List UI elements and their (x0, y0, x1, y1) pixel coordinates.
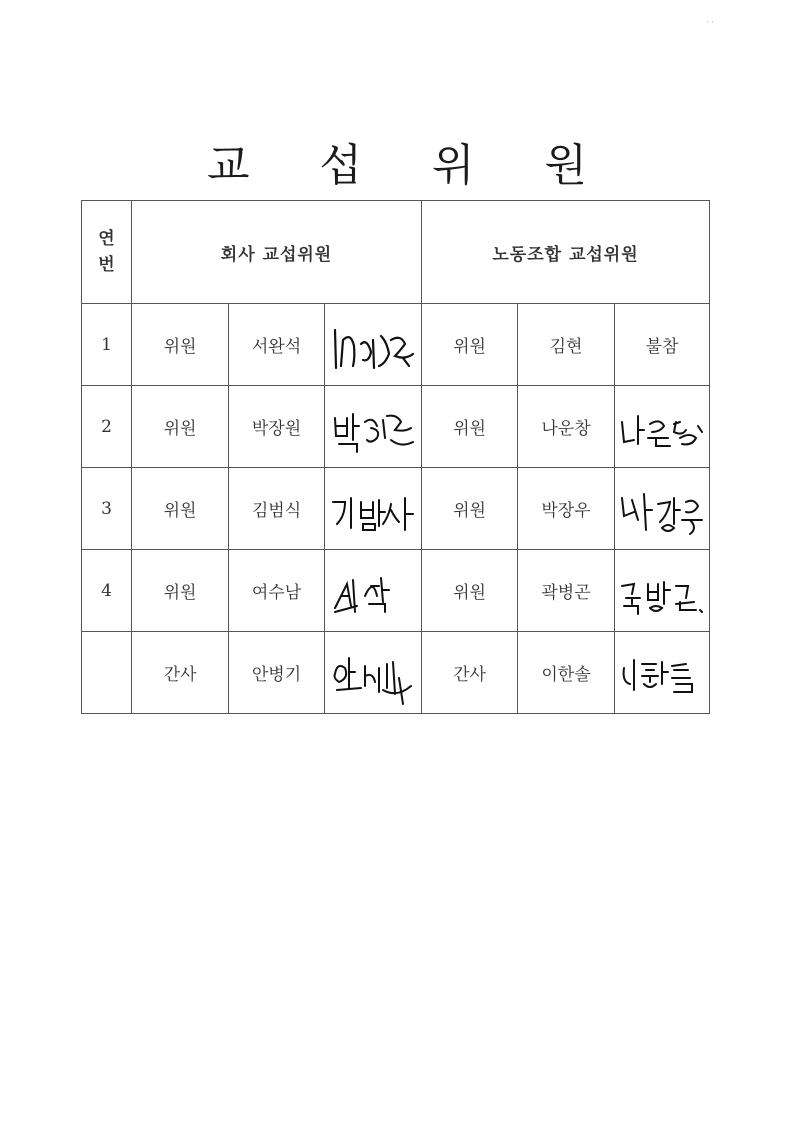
union-name: 곽병곤 (518, 550, 615, 632)
company-name: 서완석 (229, 304, 325, 386)
company-name: 박장원 (229, 386, 325, 468)
company-role: 위원 (132, 304, 229, 386)
company-name: 김범식 (229, 468, 325, 550)
union-name: 나운창 (518, 386, 615, 468)
company-role: 위원 (132, 550, 229, 632)
handwritten-signature (616, 556, 708, 626)
handwritten-signature (616, 474, 708, 544)
union-signature-text: 불참 (615, 304, 710, 386)
number-header-line-1: 연 (98, 229, 115, 249)
handwritten-signature (327, 310, 419, 380)
row-number: 3 (82, 468, 132, 550)
row-number: 2 (82, 386, 132, 468)
union-role: 간사 (422, 632, 518, 714)
row-number: 1 (82, 304, 132, 386)
company-name: 여수남 (229, 550, 325, 632)
table-row (82, 468, 710, 550)
union-name: 김현 (518, 304, 615, 386)
number-column-header (82, 201, 132, 304)
handwritten-signature (327, 556, 419, 626)
union-group-header: 노동조합 교섭위원 (422, 201, 710, 304)
union-signature-cell (615, 632, 710, 714)
union-name: 이한솔 (518, 632, 615, 714)
company-signature-cell (325, 632, 422, 714)
handwritten-signature (327, 392, 419, 462)
company-group-header: 회사 교섭위원 (132, 201, 422, 304)
page-title: 교 섭 위 원 (207, 140, 615, 192)
company-role: 간사 (132, 632, 229, 714)
handwritten-signature (616, 638, 708, 708)
table-row (82, 304, 710, 386)
company-signature-cell (325, 468, 422, 550)
union-role: 위원 (422, 386, 518, 468)
union-role: 위원 (422, 304, 518, 386)
negotiation-members-table (81, 200, 710, 714)
union-role: 위원 (422, 550, 518, 632)
row-number (82, 632, 132, 714)
table-row (82, 550, 710, 632)
company-role: 위원 (132, 386, 229, 468)
company-signature-cell (325, 386, 422, 468)
company-role: 위원 (132, 468, 229, 550)
table-row (82, 632, 710, 714)
table-header-row (82, 201, 710, 304)
handwritten-signature (327, 474, 419, 544)
union-signature-cell (615, 468, 710, 550)
union-signature-cell (615, 550, 710, 632)
scan-mark: · · (706, 18, 714, 27)
number-header-line-2: 번 (98, 255, 115, 275)
union-role: 위원 (422, 468, 518, 550)
company-signature-cell (325, 550, 422, 632)
table-row (82, 386, 710, 468)
union-name: 박장우 (518, 468, 615, 550)
handwritten-signature (327, 638, 419, 708)
handwritten-signature (616, 392, 708, 462)
row-number: 4 (82, 550, 132, 632)
union-signature-cell (615, 386, 710, 468)
company-name: 안병기 (229, 632, 325, 714)
company-signature-cell (325, 304, 422, 386)
